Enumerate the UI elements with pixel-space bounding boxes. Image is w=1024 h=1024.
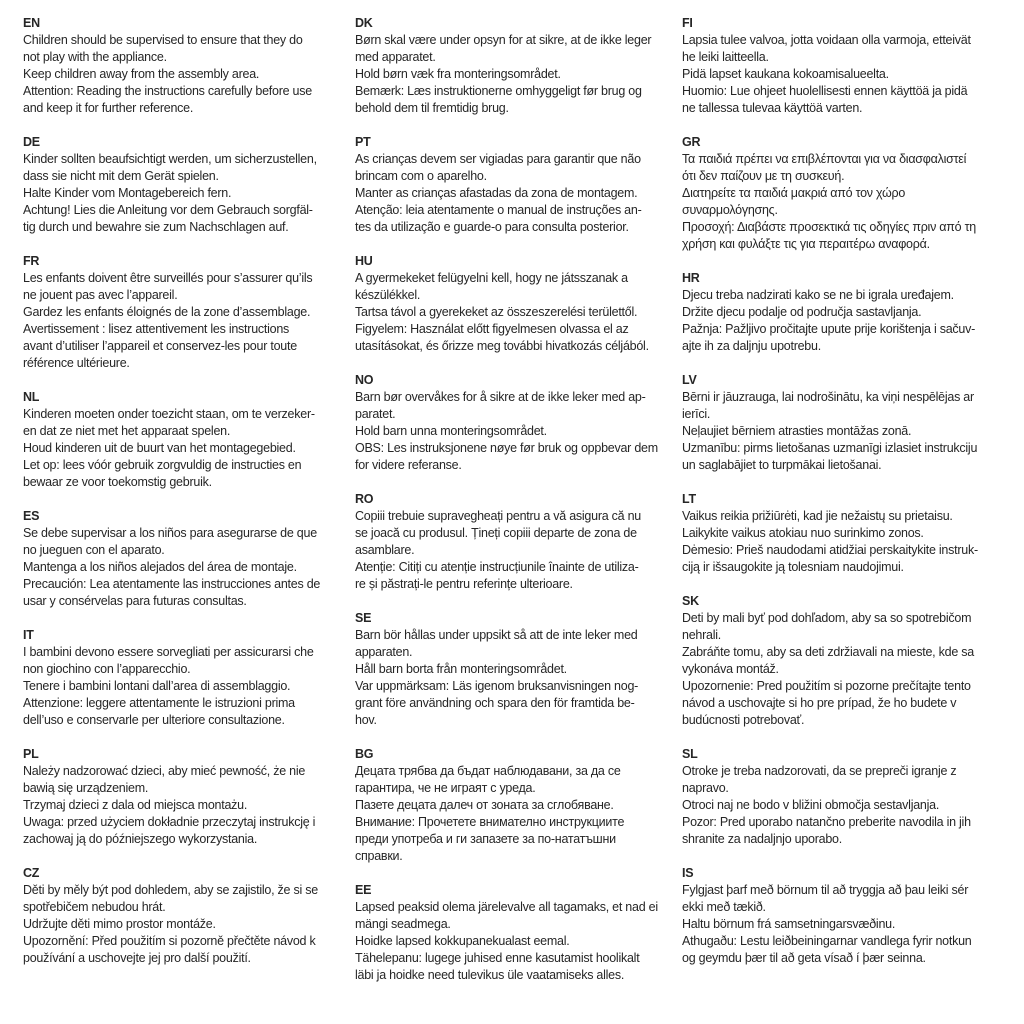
text-line: Children should be supervised to ensure that they do <box>23 33 303 47</box>
text-line: гарантира, че не играят с уреда. <box>355 781 536 795</box>
text-line: Halte Kinder vom Montagebereich fern. <box>23 186 232 200</box>
language-section <box>682 746 1024 848</box>
language-section <box>682 593 1024 729</box>
text-line: Houd kinderen uit de buurt van het montagegebied. <box>23 441 296 455</box>
text-line: Laikykite vaikus atokiau nuo surinkimo zonos. <box>682 526 924 540</box>
language-section <box>23 746 355 848</box>
language-code-heading: IS <box>682 866 694 880</box>
language-section <box>682 15 1024 117</box>
language-code-heading: NL <box>23 390 40 404</box>
language-code-heading: LT <box>682 492 696 506</box>
text-line: og geymdu þær til að geta vísað í þær seinna. <box>682 951 926 965</box>
text-line: dell’uso e conservarle per ulteriore consultazione. <box>23 713 285 727</box>
text-line: re și păstrați-le pentru referințe ulterioare. <box>355 577 573 591</box>
text-line: Διατηρείτε τα παιδιά μακριά από τον χώρο <box>682 186 906 200</box>
text-line: Upozornenie: Pred použitím si pozorne prečítajte tento <box>682 679 971 693</box>
language-code-heading: BG <box>355 747 374 761</box>
text-line: Se debe supervisar a los niños para asegurarse de que <box>23 526 317 540</box>
text-line: bawią się urządzeniem. <box>23 781 149 795</box>
text-line: Otroci naj ne bodo v bližini območja sestavljanja. <box>682 798 940 812</box>
text-line: Децата трябва да бъдат наблюдавани, за да се <box>355 764 621 778</box>
text-line: Tenere i bambini lontani dall’area di assemblaggio. <box>23 679 291 693</box>
language-code-heading: PT <box>355 135 371 149</box>
text-line: asamblare. <box>355 543 415 557</box>
text-line: grant före användning och spara den för framtida be- <box>355 696 635 710</box>
language-section <box>355 610 682 729</box>
text-line: Attention: Reading the instructions carefully before use <box>23 84 312 98</box>
language-section <box>355 746 682 865</box>
text-line: Børn skal være under opsyn for at sikre, at de ikke leger <box>355 33 652 47</box>
text-line: χρήση και φυλάξτε τις για περαιτέρω αναφορά. <box>682 237 930 251</box>
text-line: Håll barn borta från monteringsområdet. <box>355 662 567 676</box>
text-line: Copiii trebuie supravegheați pentru a vă asigura că nu <box>355 509 641 523</box>
text-line: en dat ze niet met het apparaat spelen. <box>23 424 231 438</box>
text-line: Vaikus reikia prižiūrėti, kad jie nežaistų su prietaisu. <box>682 509 953 523</box>
text-line: shranite za nadaljnjo uporabo. <box>682 832 842 846</box>
text-line: référence ultérieure. <box>23 356 130 370</box>
text-line: Dėmesio: Prieš naudodami atidžiai perskaitykite instruk- <box>682 543 978 557</box>
language-code-heading: HU <box>355 254 373 268</box>
text-line: avant d’utiliser l’appareil et conservez-les pour toute <box>23 339 297 353</box>
text-line: συναρμολόγησης. <box>682 203 778 217</box>
text-line: non giochino con l’apparecchio. <box>23 662 191 676</box>
text-line: Athugaðu: Lestu leiðbeiningarnar vandlega fyrir notkun <box>682 934 972 948</box>
text-line: läbi ja hoidke need tulevikus üle vaatamiseks alles. <box>355 968 625 982</box>
language-code-heading: EE <box>355 883 372 897</box>
language-code-heading: SE <box>355 611 372 625</box>
text-line: Achtung! Lies die Anleitung vor dem Gebrauch sorgfäl- <box>23 203 313 217</box>
text-line: behold dem til fremtidig brug. <box>355 101 509 115</box>
language-section <box>23 508 355 610</box>
text-line: Lapsia tulee valvoa, jotta voidaan olla varmoja, etteivät <box>682 33 971 47</box>
language-code-heading: ES <box>23 509 40 523</box>
text-line: Zabráňte tomu, aby sa deti zdržiavali na mieste, kde sa <box>682 645 974 659</box>
language-code-heading: DK <box>355 16 373 30</box>
text-line: Pozor: Pred uporabo natančno preberite navodila in jih <box>682 815 971 829</box>
text-line: справки. <box>355 849 403 863</box>
text-line: Avertissement : lisez attentivement les instructions <box>23 322 290 336</box>
text-line: tig durch und bewahre sie zum Nachschlagen auf. <box>23 220 289 234</box>
language-section <box>355 134 682 236</box>
text-line: no jueguen con el aparato. <box>23 543 165 557</box>
text-line: Manter as crianças afastadas da zona de montagem. <box>355 186 638 200</box>
language-section <box>355 491 682 593</box>
text-line: Należy nadzorować dzieci, aby mieć pewność, że nie <box>23 764 306 778</box>
text-line: Djecu treba nadzirati kako se ne bi igrala uređajem. <box>682 288 954 302</box>
text-line: Atenção: leia atentamente o manual de instruções an- <box>355 203 642 217</box>
text-line: Let op: lees vóór gebruik zorgvuldig de instructies en <box>23 458 302 472</box>
text-line: Τα παιδιά πρέπει να επιβλέπονται για να διασφαλιστεί <box>682 152 967 166</box>
text-line: Fylgjast þarf með börnum til að tryggja að þau leiki sér <box>682 883 969 897</box>
text-line: ότι δεν παίζουν με τη συσκευή. <box>682 169 845 183</box>
text-line: Otroke je treba nadzorovati, da se prepreči igranje z <box>682 764 957 778</box>
text-line: Atenție: Citiți cu atenție instrucțiunile înainte de utiliza- <box>355 560 639 574</box>
text-line: OBS: Les instruksjonene nøye før bruk og oppbevar dem <box>355 441 658 455</box>
text-line: Hold barn unna monteringsområdet. <box>355 424 547 438</box>
text-line: Deti by mali byť pod dohľadom, aby sa so spotrebičom <box>682 611 972 625</box>
language-code-heading: PL <box>23 747 39 761</box>
text-line: készülékkel. <box>355 288 421 302</box>
language-code-heading: FR <box>23 254 40 268</box>
text-line: Tähelepanu: lugege juhised enne kasutamist hoolikalt <box>355 951 640 965</box>
language-section <box>23 15 355 117</box>
language-code-heading: RO <box>355 492 374 506</box>
text-line: Držite djecu podalje od područja sastavljanja. <box>682 305 922 319</box>
text-line: mängi seadmega. <box>355 917 451 931</box>
text-line: he leiki laitteella. <box>682 50 769 64</box>
text-line: Děti by měly být pod dohledem, aby se zajistilo, že si se <box>23 883 318 897</box>
language-code-heading: DE <box>23 135 40 149</box>
text-line: Gardez les enfants éloignés de la zone d’assemblage. <box>23 305 311 319</box>
text-line: Var uppmärksam: Läs igenom bruksanvisningen nog- <box>355 679 639 693</box>
text-line: Lapsed peaksid olema järelevalve all tagamaks, et nad ei <box>355 900 658 914</box>
text-line: med apparatet. <box>355 50 436 64</box>
text-line: Пазете децата далеч от зоната за сглобяване. <box>355 798 614 812</box>
text-line: not play with the appliance. <box>23 50 167 64</box>
text-line: Προσοχή: Διαβάστε προσεκτικά τις οδηγίες πριν από τη <box>682 220 976 234</box>
language-section <box>682 865 1024 967</box>
language-section <box>682 134 1024 253</box>
text-line: Bemærk: Læs instruktionerne omhyggeligt før brug og <box>355 84 642 98</box>
text-line: brincam com o aparelho. <box>355 169 487 183</box>
language-code-heading: GR <box>682 135 701 149</box>
language-section <box>682 372 1024 474</box>
text-line: Pažnja: Pažljivo pročitajte upute prije korištenja i sačuv- <box>682 322 976 336</box>
text-line: Udržujte děti mimo prostor montáže. <box>23 917 216 931</box>
text-line: Hoidke lapsed kokkupanekualast eemal. <box>355 934 570 948</box>
language-code-heading: FI <box>682 16 693 30</box>
language-section <box>355 253 682 355</box>
language-code-heading: IT <box>23 628 34 642</box>
text-line: se joacă cu produsul. Țineți copiii departe de zona de <box>355 526 637 540</box>
text-line: apparaten. <box>355 645 413 659</box>
language-section <box>23 389 355 491</box>
text-line: Precaución: Lea atentamente las instrucciones antes de <box>23 577 321 591</box>
text-line: Mantenga a los niños alejados del área de montaje. <box>23 560 297 574</box>
text-line: ne jouent pas avec l’appareil. <box>23 288 178 302</box>
text-line: Attenzione: leggere attentamente le istruzioni prima <box>23 696 295 710</box>
column-right <box>682 15 1024 1024</box>
text-line: Keep children away from the assembly area. <box>23 67 260 81</box>
text-line: ierīci. <box>682 407 711 421</box>
language-code-heading: LV <box>682 373 697 387</box>
text-line: nehrali. <box>682 628 721 642</box>
text-line: tes da utilização e guarde-o para consulta posterior. <box>355 220 629 234</box>
language-code-heading: NO <box>355 373 374 387</box>
column-left <box>23 15 355 1024</box>
text-line: Uzmanību: pirms lietošanas uzmanīgi izlasiet instrukciju <box>682 441 978 455</box>
language-section <box>23 134 355 236</box>
text-line: dass sie nicht mit dem Gerät spielen. <box>23 169 219 183</box>
text-line: napravo. <box>682 781 729 795</box>
language-section <box>355 882 682 984</box>
text-line: for videre referanse. <box>355 458 462 472</box>
text-line: I bambini devono essere sorvegliati per assicurarsi che <box>23 645 314 659</box>
text-line: Uwaga: przed użyciem dokładnie przeczytaj instrukcję i <box>23 815 316 829</box>
text-line: Haltu börnum frá samsetningarsvæðinu. <box>682 917 896 931</box>
language-code-heading: EN <box>23 16 40 30</box>
text-line: ajte ih za daljnju upotrebu. <box>682 339 821 353</box>
text-line: zachowaj ją do późniejszego wykorzystania. <box>23 832 258 846</box>
text-line: návod a uschovajte si ho pre prípad, že ho budete v <box>682 696 957 710</box>
text-line: Kinderen moeten onder toezicht staan, om te verzeker- <box>23 407 315 421</box>
text-line: Upozornění: Před použitím si pozorně přečtěte návod k <box>23 934 316 948</box>
language-code-heading: SL <box>682 747 698 761</box>
text-line: Tartsa távol a gyerekeket az összeszerelési területtől. <box>355 305 638 319</box>
text-line: un saglabājiet to turpmākai lietošanai. <box>682 458 882 472</box>
text-line: budúcnosti potrebovať. <box>682 713 805 727</box>
text-line: Figyelem: Használat előtt figyelmesen olvassa el az <box>355 322 629 336</box>
text-line: Pidä lapset kaukana kokoamisalueelta. <box>682 67 889 81</box>
language-code-heading: SK <box>682 594 699 608</box>
text-line: Neļaujiet bērniem atrasties montāžas zonā. <box>682 424 912 438</box>
text-line: Trzymaj dzieci z dala od miejsca montażu. <box>23 798 248 812</box>
text-line: vykonáva montáž. <box>682 662 779 676</box>
text-line: Bērni ir jāuzrauga, lai nodrošinātu, ka viņi nespēlējas ar <box>682 390 974 404</box>
text-line: hov. <box>355 713 377 727</box>
text-line: používání a uschovejte jej pro další použití. <box>23 951 251 965</box>
language-section <box>23 627 355 729</box>
text-line: utasításokat, és őrizze meg további hivatkozás céljából. <box>355 339 649 353</box>
text-line: ne tallessa tulevaa käyttöä varten. <box>682 101 863 115</box>
language-code-heading: HR <box>682 271 700 285</box>
text-line: Kinder sollten beaufsichtigt werden, um sicherzustellen, <box>23 152 317 166</box>
language-code-heading: CZ <box>23 866 40 880</box>
text-line: bewaar ze voor toekomstig gebruik. <box>23 475 212 489</box>
language-section <box>23 865 355 967</box>
text-line: ciją ir išsaugokite ją tolesniam naudojimui. <box>682 560 904 574</box>
text-line: As crianças devem ser vigiadas para garantir que não <box>355 152 641 166</box>
text-line: Hold børn væk fra monteringsområdet. <box>355 67 561 81</box>
text-line: ekki með tækið. <box>682 900 766 914</box>
text-line: Huomio: Lue ohjeet huolellisesti ennen käyttöä ja pidä <box>682 84 968 98</box>
text-line: Внимание: Прочетете внимателно инструкциите <box>355 815 625 829</box>
language-section <box>355 15 682 117</box>
text-line: spotřebičem nebudou hrát. <box>23 900 166 914</box>
text-line: paratet. <box>355 407 396 421</box>
text-line: преди употреба и ги запазете за по-нататъшни <box>355 832 616 846</box>
text-line: Barn bør overvåkes for å sikre at de ikke leker med ap- <box>355 390 646 404</box>
text-line: A gyermekeket felügyelni kell, hogy ne játsszanak a <box>355 271 628 285</box>
language-section <box>682 491 1024 576</box>
language-section <box>355 372 682 474</box>
language-section <box>682 270 1024 355</box>
column-middle <box>355 15 682 1024</box>
text-line: Barn bör hållas under uppsikt så att de inte leker med <box>355 628 638 642</box>
text-line: Les enfants doivent être surveillés pour s’assurer qu’ils <box>23 271 313 285</box>
text-line: and keep it for further reference. <box>23 101 194 115</box>
text-line: usar y consérvelas para futuras consultas. <box>23 594 247 608</box>
language-section <box>23 253 355 372</box>
